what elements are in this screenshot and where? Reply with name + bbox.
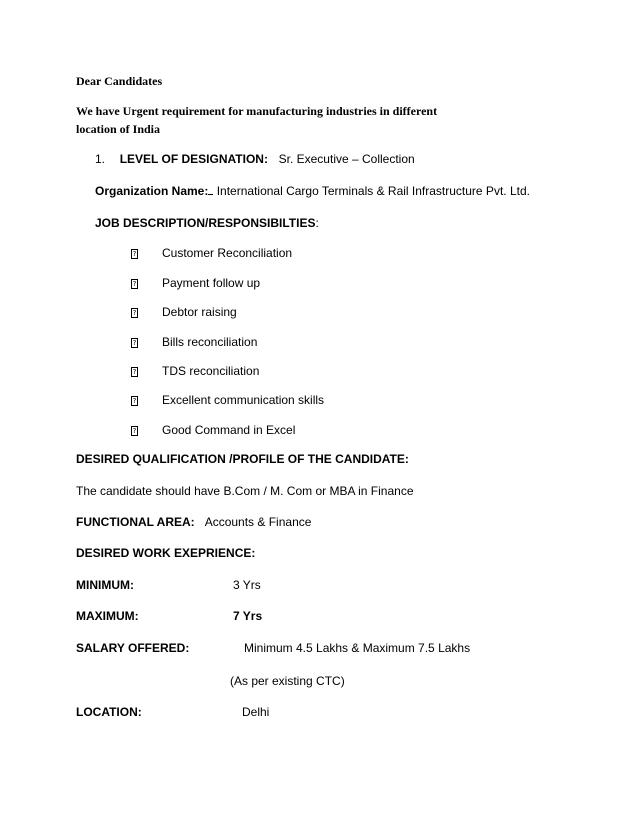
job-description-label: JOB DESCRIPTION/RESPONSIBILTIES xyxy=(95,216,316,230)
job-description-heading xyxy=(95,216,319,231)
bullet-text: Good Command in Excel xyxy=(162,423,296,437)
bullet-icon: ? xyxy=(132,339,137,347)
maximum-value: 7 Yrs xyxy=(233,609,263,623)
functional-area-label: FUNCTIONAL AREA: xyxy=(76,515,195,529)
bullet-icon: ? xyxy=(132,309,137,317)
experience-label: DESIRED WORK EXEPRIENCE: xyxy=(76,546,256,560)
salary-value: Minimum 4.5 Lakhs & Maximum 7.5 Lakhs xyxy=(244,641,471,655)
bullet-text: Customer Reconciliation xyxy=(162,246,293,260)
job-description-suffix: : xyxy=(315,216,319,230)
bullet-icon: ? xyxy=(132,280,137,288)
designation-label: LEVEL OF DESIGNATION: xyxy=(119,152,268,166)
organization-row xyxy=(95,184,530,199)
bullet-text: Debtor raising xyxy=(162,305,237,319)
greeting: Dear Candidates xyxy=(76,74,163,88)
bullet-icon: ? xyxy=(132,397,137,405)
maximum-label: MAXIMUM: xyxy=(76,609,139,623)
qualification-label: DESIRED QUALIFICATION /PROFILE OF THE CANDIDATE: xyxy=(76,452,409,466)
intro-line-2: location of India xyxy=(76,122,161,136)
bullet-icon: ? xyxy=(132,427,137,435)
bullet-icon: ? xyxy=(132,250,137,258)
bullet-text: Payment follow up xyxy=(162,276,261,290)
bullet-text: Excellent communication skills xyxy=(162,393,325,407)
minimum-label: MINIMUM: xyxy=(76,578,134,592)
salary-note: (As per existing CTC) xyxy=(230,674,345,688)
item-number: 1. xyxy=(95,152,106,166)
functional-area-row xyxy=(76,515,311,530)
intro-line-1: We have Urgent requirement for manufacturing industries in different xyxy=(76,104,438,118)
bullet-icon: ? xyxy=(132,368,137,376)
bullet-text: Bills reconciliation xyxy=(162,335,258,349)
underline-gap xyxy=(208,184,213,195)
designation-row xyxy=(95,152,415,167)
location-value: Delhi xyxy=(242,705,270,719)
functional-area-value: Accounts & Finance xyxy=(204,515,312,529)
organization-label: Organization Name: xyxy=(95,184,209,198)
location-label: LOCATION: xyxy=(76,705,142,719)
designation-value: Sr. Executive – Collection xyxy=(278,152,415,166)
minimum-value: 3 Yrs xyxy=(233,578,261,592)
qualification-value: The candidate should have B.Com / M. Com or MBA in Finance xyxy=(76,484,414,498)
salary-label: SALARY OFFERED: xyxy=(76,641,190,655)
bullet-text: TDS reconciliation xyxy=(162,364,260,378)
organization-value: International Cargo Terminals & Rail Infrastructure Pvt. Ltd. xyxy=(216,184,530,198)
